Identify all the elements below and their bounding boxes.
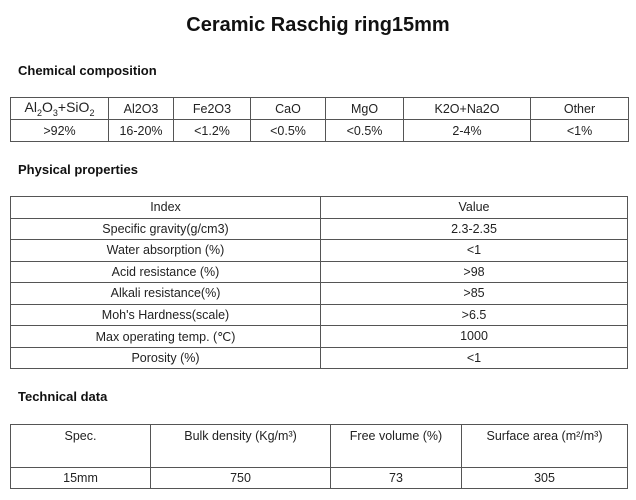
value-cell: 750: [151, 468, 331, 489]
index-cell: Max operating temp. (℃): [11, 326, 321, 348]
header-cell: K2O+Na2O: [404, 98, 531, 120]
value-cell: 305: [462, 468, 628, 489]
value-cell: <1.2%: [174, 120, 251, 142]
value-cell: <1: [321, 347, 628, 369]
index-cell: Acid resistance (%): [11, 261, 321, 283]
index-cell: Alkali resistance(%): [11, 283, 321, 305]
value-cell: >6.5: [321, 304, 628, 326]
technical-table: [10, 424, 628, 489]
document-title: Ceramic Raschig ring15mm: [186, 14, 450, 36]
header-cell: Fe2O3: [174, 98, 251, 120]
value-cell: 73: [331, 468, 462, 489]
value-cell: <1%: [531, 120, 629, 142]
header-cell: Other: [531, 98, 629, 120]
value-cell: >98: [321, 261, 628, 283]
header-cell: Value: [321, 197, 628, 219]
table-row: [11, 425, 628, 468]
table-row: [11, 468, 628, 489]
header-al2o3-sio2: $Al_2O_3+SiO_2$: [11, 98, 109, 120]
table-row: [11, 197, 628, 219]
header-cell: Surface area (m²/m³): [462, 425, 628, 468]
header-cell: Free volume (%): [331, 425, 462, 468]
value-cell: 16-20%: [109, 120, 174, 142]
value-cell: <0.5%: [326, 120, 404, 142]
table-row: [11, 283, 628, 305]
value-cell: 15mm: [11, 468, 151, 489]
header-cell: Index: [11, 197, 321, 219]
value-cell: <1: [321, 240, 628, 262]
value-cell: >92%: [11, 120, 109, 142]
header-cell: MgO: [326, 98, 404, 120]
value-cell: 1000: [321, 326, 628, 348]
table-row: [11, 326, 628, 348]
index-cell: Specific gravity(g/cm3): [11, 218, 321, 240]
technical-heading: Technical data: [18, 389, 108, 404]
table-row: [11, 261, 628, 283]
header-cell: Bulk density (Kg/m³): [151, 425, 331, 468]
header-cell: Spec.: [11, 425, 151, 468]
table-row: [11, 347, 628, 369]
header-cell: Al2O3: [109, 98, 174, 120]
chemical-heading: Chemical composition: [18, 63, 157, 78]
table-row: [11, 120, 629, 142]
index-cell: Porosity (%): [11, 347, 321, 369]
index-cell: Moh's Hardness(scale): [11, 304, 321, 326]
table-row: [11, 218, 628, 240]
value-cell: 2.3-2.35: [321, 218, 628, 240]
table-row: [11, 304, 628, 326]
physical-table: [10, 196, 628, 369]
chemical-table: [10, 97, 629, 142]
value-cell: >85: [321, 283, 628, 305]
table-row: [11, 240, 628, 262]
value-cell: 2-4%: [404, 120, 531, 142]
table-row: [11, 98, 629, 120]
header-cell: CaO: [251, 98, 326, 120]
value-cell: <0.5%: [251, 120, 326, 142]
index-cell: Water absorption (%): [11, 240, 321, 262]
physical-heading: Physical properties: [18, 162, 138, 177]
